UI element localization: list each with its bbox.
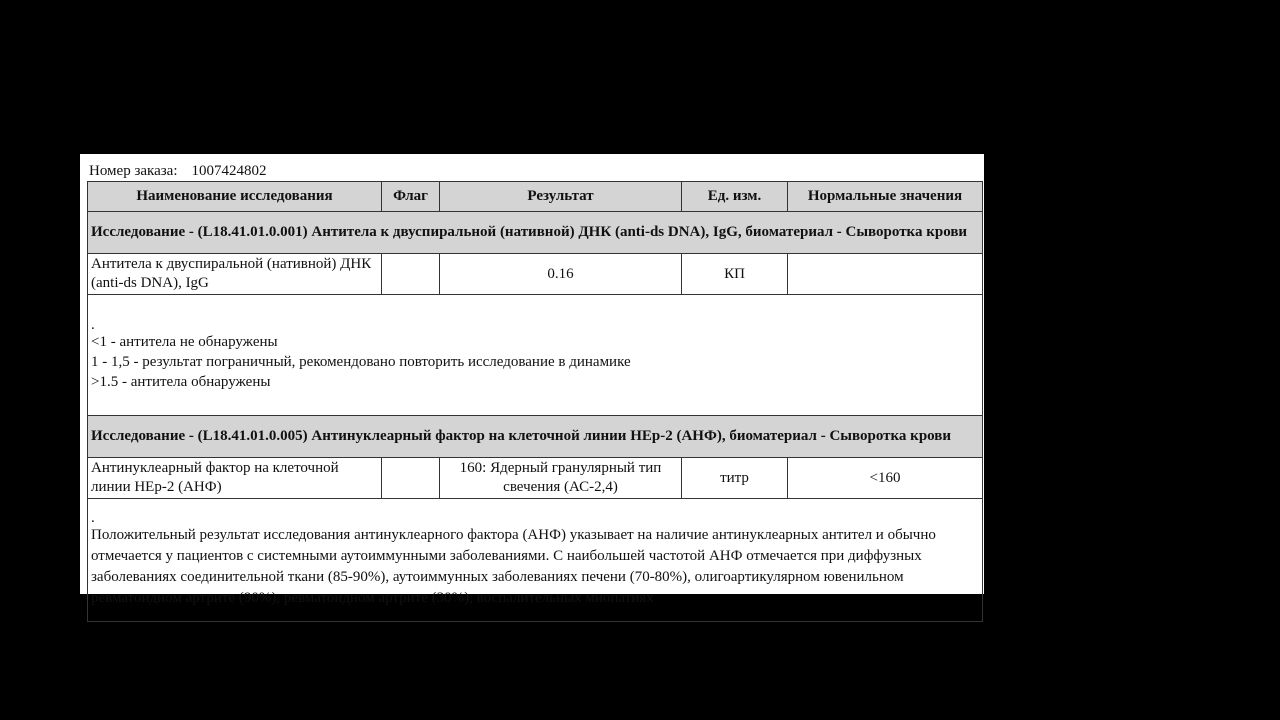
section-title: Исследование - (L18.41.01.0.001) Антитела к двуспиральной (нативной) ДНК (anti-ds DNA), IgG, биоматериал - Сыворотка крови [88, 212, 983, 254]
header-normal: Нормальные значения [788, 182, 983, 212]
note-cell [88, 295, 983, 416]
note-dot: . [91, 317, 95, 333]
row-unit: КП [682, 254, 788, 295]
header-unit: Ед. изм. [682, 182, 788, 212]
row-flag [382, 458, 440, 499]
note-row [88, 295, 983, 416]
order-number: 1007424802 [191, 163, 267, 179]
note-line: >1.5 - антитела обнаружены [91, 374, 271, 390]
header-result: Результат [440, 182, 682, 212]
order-number-line [89, 161, 267, 181]
section-row [88, 416, 983, 458]
header-flag: Флаг [382, 182, 440, 212]
order-label: Номер заказа: [89, 163, 178, 179]
row-normal: <160 [788, 458, 983, 499]
results-table [87, 181, 983, 622]
note-cell [88, 499, 983, 622]
table-header-row [88, 182, 983, 212]
section-title: Исследование - (L18.41.01.0.005) Антинуклеарный фактор на клеточной линии НЕр-2 (АНФ), биоматериал - Сыворотка крови [88, 416, 983, 458]
row-flag [382, 254, 440, 295]
row-name: Антитела к двуспиральной (нативной) ДНК (anti-ds DNA), IgG [88, 254, 382, 295]
row-result: 0.16 [440, 254, 682, 295]
table-row [88, 254, 983, 295]
note-paragraph: Положительный результат исследования антинуклеарного фактора (АНФ) указывает на наличие антинуклеарных антител и обычно отмечается у пациентов с системными аутоиммунными заболеваниями. С наибольшей частотой АНФ отмечается при диффузных заболеваниях соединительной ткани (85-90%), аутоиммунных заболеваниях печени (70-80%), олигоартикулярном ювенильном ревматоидном артрите (90%), ревматоидном артрите (30%), воспалительных миопатиях [91, 527, 936, 606]
row-unit: титр [682, 458, 788, 499]
row-normal [788, 254, 983, 295]
row-result: 160: Ядерный гранулярный тип свечения (АС-2,4) [440, 458, 682, 499]
note-dot: . [91, 510, 95, 526]
row-name: Антинуклеарный фактор на клеточной линии НЕр-2 (АНФ) [88, 458, 382, 499]
note-line: 1 - 1,5 - результат пограничный, рекомендовано повторить исследование в динамике [91, 354, 631, 370]
lab-report-page [80, 154, 984, 606]
note-row [88, 499, 983, 622]
table-row [88, 458, 983, 499]
section-row [88, 212, 983, 254]
header-name: Наименование исследования [88, 182, 382, 212]
note-line: <1 - антитела не обнаружены [91, 334, 278, 350]
